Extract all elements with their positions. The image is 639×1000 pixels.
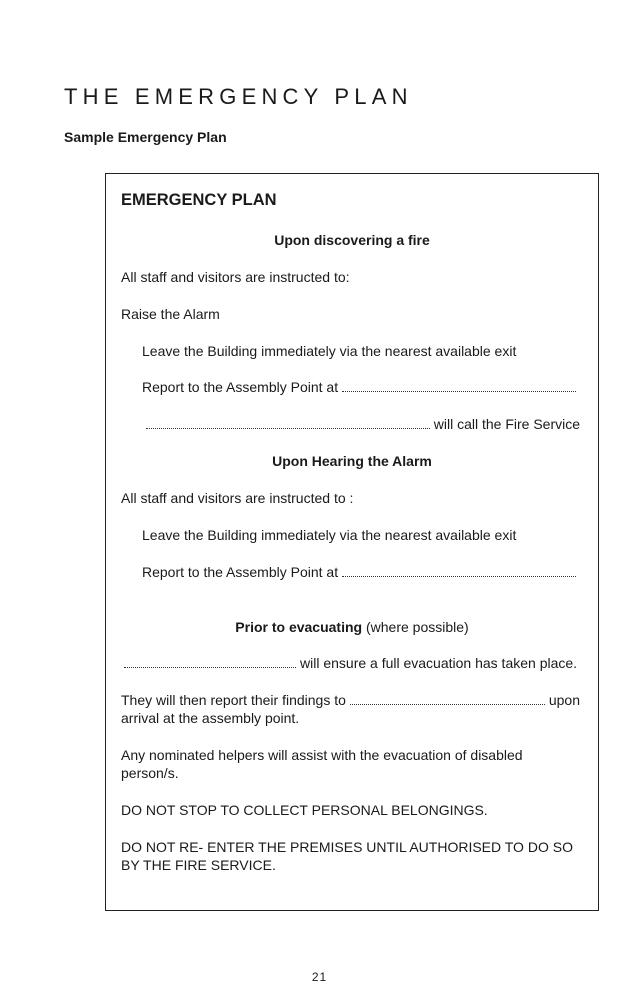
raise-alarm-line: Raise the Alarm [121, 306, 220, 322]
evacuating-heading-note: (where possible) [365, 619, 469, 635]
fire-service-caller-blank [146, 416, 430, 429]
findings-label: They will then report their findings to [121, 692, 346, 708]
evacuating-section-heading [106, 618, 598, 636]
alarm-intro: All staff and visitors are instructed to : [121, 490, 354, 506]
fire-intro: All staff and visitors are instructed to: [121, 269, 350, 285]
alarm-assembly-line [142, 563, 580, 581]
alarm-assembly-label: Report to the Assembly Point at [142, 564, 339, 580]
fire-assembly-blank [342, 379, 576, 392]
fire-assembly-label: Report to the Assembly Point at [142, 379, 339, 395]
page-number: 21 [311, 970, 328, 984]
alarm-section-heading: Upon Hearing the Alarm [272, 453, 432, 469]
fire-leave-line: Leave the Building immediately via the nearest available exit [142, 343, 517, 359]
alarm-assembly-blank [342, 564, 576, 577]
helpers-paragraph: Any nominated helpers will assist with the evacuation of disabled person/s. [121, 747, 523, 781]
evacuation-check-line [124, 654, 580, 672]
plan-title: EMERGENCY PLAN [121, 191, 277, 209]
page-subheading: Sample Emergency Plan [64, 129, 227, 145]
findings-upon: upon [548, 692, 580, 708]
page-heading: THE EMERGENCY PLAN [64, 84, 413, 109]
reenter-warning: DO NOT RE- ENTER THE PREMISES UNTIL AUTHORISED TO DO SO BY THE FIRE SERVICE. [121, 839, 573, 873]
fire-section-heading: Upon discovering a fire [274, 232, 430, 248]
evacuating-heading-text: Prior to evacuating [235, 619, 363, 635]
findings-line [121, 691, 580, 709]
alarm-leave-line: Leave the Building immediately via the nearest available exit [142, 527, 517, 543]
evacuation-check-label: will ensure a full evacuation has taken place. [300, 655, 578, 671]
belongings-warning: DO NOT STOP TO COLLECT PERSONAL BELONGINGS. [121, 802, 488, 818]
fire-assembly-line [142, 378, 580, 396]
fire-service-label: will call the Fire Service [433, 416, 580, 432]
evacuation-checker-blank [124, 655, 296, 668]
emergency-plan-box [105, 173, 599, 911]
fire-service-line [146, 415, 580, 433]
findings-recipient-blank [350, 692, 545, 705]
findings-continuation: arrival at the assembly point. [121, 710, 300, 726]
